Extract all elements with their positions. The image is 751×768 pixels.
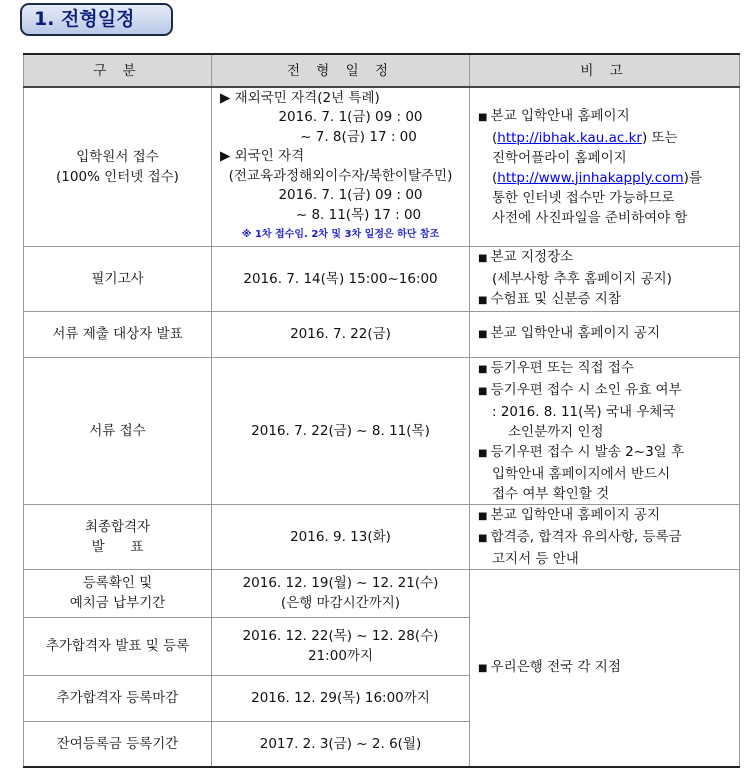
row-label: 추가합격자 발표 및 등록: [24, 617, 212, 675]
row-label: [24, 569, 212, 617]
remark-text: (: [492, 129, 498, 146]
remark-line: 진학어플라이 홈페이지: [492, 149, 627, 166]
remark-line: 사전에 사진파일을 준비하여야 함: [492, 209, 688, 226]
remarks-cell: [470, 504, 740, 569]
remarks-cell: [470, 87, 740, 246]
schedule-cell: [212, 569, 470, 617]
schedule-cell: 2016. 7. 14(목) 15:00~16:00: [212, 246, 470, 311]
remark-line: [478, 128, 739, 148]
remark-line: ■ 등기우편 접수 시 소인 유효 여부: [478, 380, 739, 402]
remark-line: 소인분까지 인정: [508, 423, 604, 440]
remark-text: ) 또는: [641, 129, 678, 146]
section-title: 1. 전형일정: [20, 3, 173, 36]
remark-text: 본교 입학안내 홈페이지: [490, 107, 630, 124]
remark-line: [478, 106, 739, 128]
remark-text: (: [492, 169, 498, 186]
table-row: [24, 357, 740, 504]
table-header-row: [24, 54, 740, 87]
schedule-cell: 2017. 2. 3(금) ~ 2. 6(월): [212, 721, 470, 767]
kau-homepage-link[interactable]: http://ibhak.kau.ac.kr: [497, 129, 642, 146]
remark-line: 입학안내 홈페이지에서 반드시: [492, 465, 671, 482]
label-line: (100% 인터넷 접수): [56, 168, 179, 185]
schedule-line: 2016. 7. 1(금) 09 : 00: [278, 109, 423, 126]
table-row: [24, 569, 740, 617]
remark-line: [478, 168, 739, 188]
label-line: 등록확인 및: [82, 575, 153, 591]
header-schedule: 전 형 일 정: [212, 54, 470, 87]
label-line: 최종합격자: [84, 518, 151, 535]
row-label: 필기고사: [24, 246, 212, 311]
row-label: 서류 접수: [24, 357, 212, 504]
remark-line: 통한 인터넷 접수만 가능하므로: [492, 189, 675, 206]
schedule-line: 21:00까지: [308, 648, 373, 664]
schedule-cell: [212, 87, 470, 246]
header-category: 구 분: [24, 54, 212, 87]
schedule-cell: 2016. 7. 22(금): [212, 311, 470, 357]
remarks-cell: [470, 246, 740, 311]
schedule-group-subtitle: (전교육과정해외이수자/북한이탈주민): [228, 167, 453, 184]
row-label: [24, 504, 212, 569]
remark-line: ■ 등기우편 접수 시 발송 2~3일 후: [478, 442, 739, 464]
row-label: 추가합격자 등록마감: [24, 675, 212, 721]
table-row: [24, 504, 740, 569]
jinhakapply-link[interactable]: http://www.jinhakapply.com: [497, 169, 684, 186]
table-row: [24, 246, 740, 311]
schedule-group-title: ▶ 재외국민 자격(2년 특례): [220, 89, 380, 106]
row-label: 서류 제출 대상자 발표: [24, 311, 212, 357]
row-label: 잔여등록금 등록기간: [24, 721, 212, 767]
schedule-line: (은행 마감시간까지): [280, 595, 401, 611]
row-label: [24, 87, 212, 246]
schedule-table: [23, 53, 740, 768]
label-line: 예치금 납부기간: [69, 595, 166, 611]
schedule-cell: 2016. 7. 22(금) ~ 8. 11(목): [212, 357, 470, 504]
remark-text: )를: [683, 169, 702, 186]
remark-line: ■ 본교 지정장소: [478, 247, 739, 269]
label-line: 발 표: [91, 538, 144, 555]
remark-line: ■ 본교 입학안내 홈페이지 공지: [478, 505, 739, 527]
schedule-cell: 2016. 9. 13(화): [212, 504, 470, 569]
table-row: [24, 87, 740, 246]
remarks-cell-bank: [470, 569, 740, 767]
remark-line: ■ 본교 입학안내 홈페이지 공지: [478, 323, 739, 345]
remark-line: ■ 등기우편 또는 직접 접수: [478, 358, 739, 380]
table-row: [24, 311, 740, 357]
schedule-line: 2016. 7. 1(금) 09 : 00: [278, 187, 423, 204]
remark-line: 접수 여부 확인할 것: [492, 485, 610, 502]
schedule-line: ~ 7. 8(금) 17 : 00: [300, 128, 417, 145]
schedule-cell: [212, 617, 470, 675]
schedule-note: ※ 1차 접수임. 2차 및 3차 일정은 하단 참조: [241, 229, 440, 241]
remark-line: (세부사항 추후 홈페이지 공지): [492, 270, 672, 287]
schedule-line: ~ 8. 11(목) 17 : 00: [295, 206, 422, 223]
remarks-cell: [470, 357, 740, 504]
remark-line: ■ 합격증, 합격자 유의사항, 등록금: [478, 527, 739, 549]
schedule-cell: 2016. 12. 29(목) 16:00까지: [212, 675, 470, 721]
remark-line: 고지서 등 안내: [492, 550, 579, 567]
schedule-line: 2016. 12. 22(목) ~ 12. 28(수): [242, 628, 439, 644]
remarks-cell: [470, 311, 740, 357]
header-remarks: 비 고: [470, 54, 740, 87]
remark-line: ■ 수험표 및 신분증 지참: [478, 289, 739, 311]
schedule-line: 2016. 12. 19(월) ~ 12. 21(수): [242, 575, 439, 591]
remark-line: : 2016. 8. 11(목) 국내 우체국: [492, 403, 676, 420]
schedule-group-title: ▶ 외국인 자격: [220, 148, 305, 165]
remark-line: ■ 우리은행 전국 각 지점: [478, 657, 739, 679]
label-line: 입학원서 접수: [76, 148, 159, 165]
